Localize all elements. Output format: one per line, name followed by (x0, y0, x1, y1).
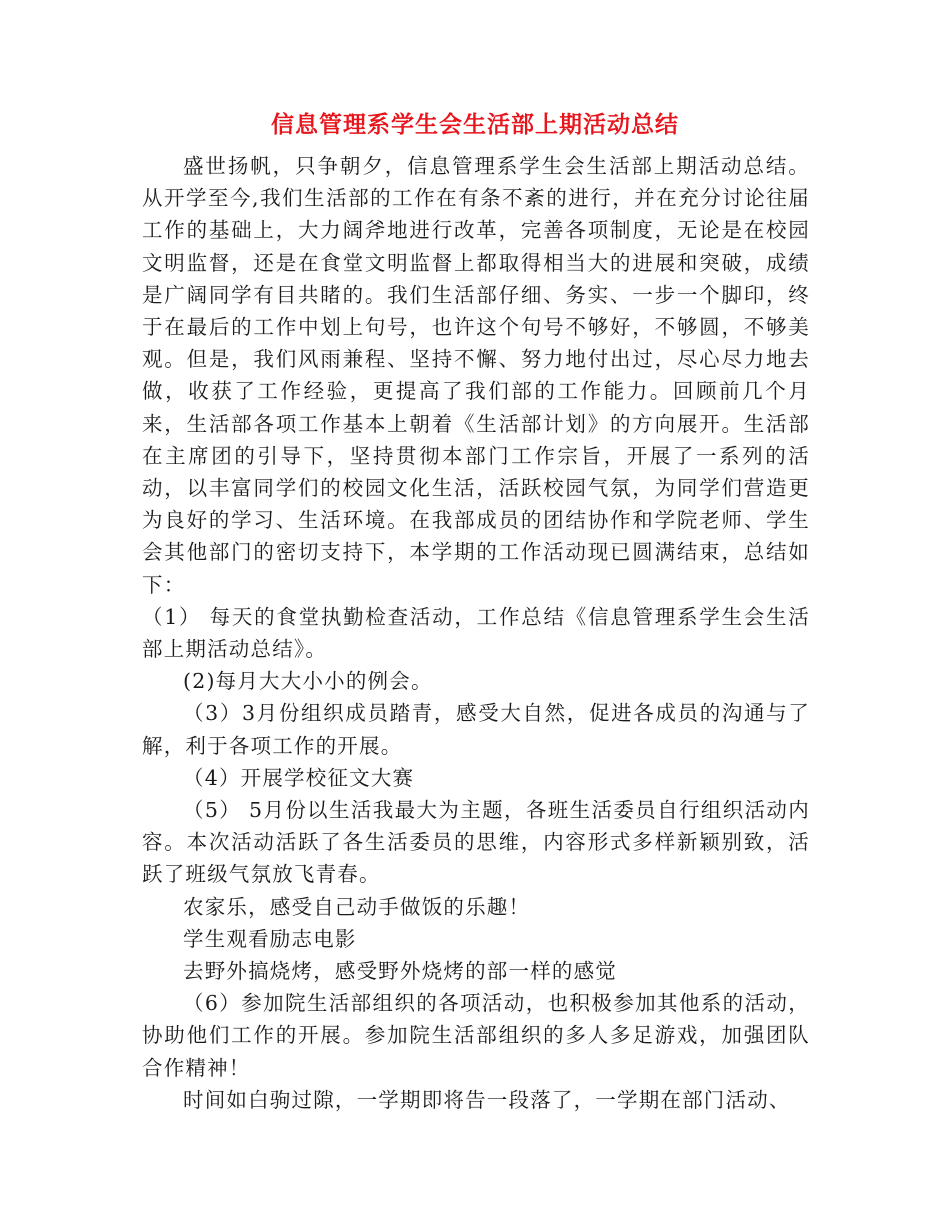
paragraph-activity-farm: 农家乐，感受自己动手做饭的乐趣！ (183, 894, 531, 919)
paragraph-activity-bbq: 去野外搞烧烤，感受野外烧烤的部一样的感觉 (183, 959, 617, 984)
paragraph-intro: 盛世扬帆，只争朝夕，信息管理系学生会生活部上期活动总结。从开学至今,我们生活部的工作在有条不紊的进行，并在充分讨论往届工作的基础上，大力阔斧地进行改革，完善各项制度，无论是在校园文明监督，还是在食堂文明监督上都取得相当大的进展和突破，成绩是广阔同学有目共睹的。我们生活部仔细、务实、一步一个脚印，终于在最后的工作中划上句号，也许这个句号不够好，不够圆，不够美观。但是，我们风雨兼程、坚持不懈、努力地付出过，尽心尽力地去做，收获了工作经验，更提高了我们部的工作能力。回顾前几个月来，生活部各项工作基本上朝着《生活部计划》的方向展开。生活部在主席团的引导下，坚持贯彻本部门工作宗旨，开展了一系列的活动，以丰富同学们的校园文化生活，活跃校园气氛，为同学们营造更为良好的学习、生活环境。在我部成员的团结协作和学院老师、学生会其他部门的密切支持下，本学期的工作活动现已圆满结束，总结如下： (142, 154, 810, 597)
paragraph-item-5: （5） 5月份以生活我最大为主题，各班生活委员自行组织活动内容。本次活动活跃了各生活委员的思维，内容形式多样新颖别致，活跃了班级气氛放飞青春。 (142, 798, 810, 887)
paragraph-item-4: （4）开展学校征文大赛 (183, 765, 415, 790)
paragraph-conclusion: 时间如白驹过隙，一学期即将告一段落了，一学期在部门活动、 (183, 1087, 791, 1112)
paragraph-item-3: （3）3月份组织成员踏青，感受大自然，促进各成员的沟通与了解，利于各项工作的开展。 (142, 701, 810, 758)
paragraph-item-2: (2)每月大大小小的例会。 (183, 669, 433, 694)
document-title: 信息管理系学生会生活部上期活动总结 (271, 111, 679, 138)
paragraph-activity-movie: 学生观看励志电影 (183, 926, 357, 951)
paragraph-item-6: （6）参加院生活部组织的各项活动，也积极参加其他系的活动，协助他们工作的开展。参加院生活部组织的多人多足游戏，加强团队合作精神！ (142, 991, 810, 1080)
paragraph-item-1: （1） 每天的食堂执勤检查活动，工作总结《信息管理系学生会生活部上期活动总结》。 (142, 604, 810, 662)
document-body (142, 150, 810, 1116)
